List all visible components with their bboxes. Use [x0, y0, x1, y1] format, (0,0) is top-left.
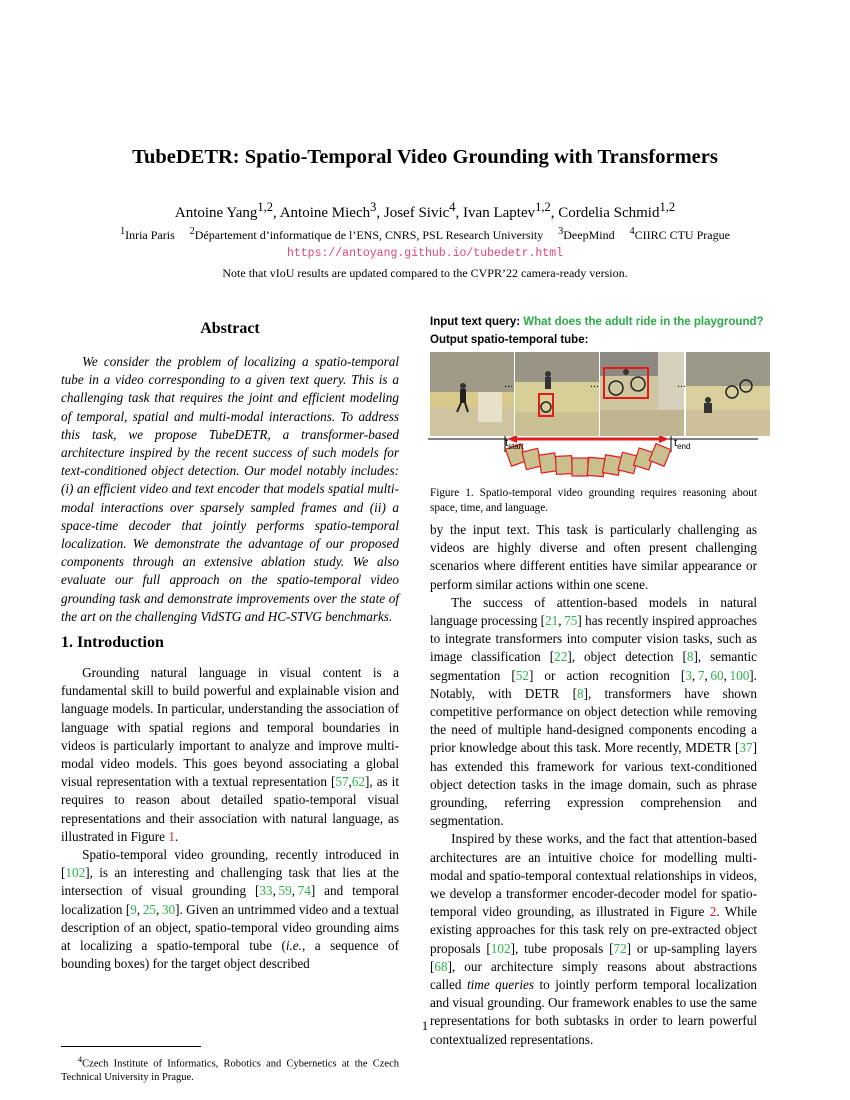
figure-output-label: Output spatio-temporal tube: [430, 334, 589, 346]
author: Ivan Laptev$^{1,2}$ [463, 200, 551, 221]
timeline-diagram [428, 436, 758, 484]
affiliations: $^1$Inria Paris $^2$Département d’informatique de l’ENS, CNRS, PSL Research University $^3$DeepMind $^4$CIIRC CTU Prague [120, 226, 730, 242]
page-number: 1 [421, 1018, 429, 1033]
citation-link[interactable]: 68 [434, 958, 448, 974]
citation-link[interactable]: 60 [710, 667, 724, 683]
video-frame-1 [430, 352, 514, 436]
paragraph: The success of attention-based models in natural language processing [21, 75] has recently inspired approaches to integrate transformers into computer vision tasks, such as image classification [22], object detection [8], semantic segmentation [52] or action recognition [3, 7, 60, 100]. Notably, with DETR [8], transformers have shown competitive performance on object detection while removing the need of multiple hand-designed components encoding a prior knowledge about this task. More recently, MDETR [37] has extended this framework for various text-conditioned object detection tasks in the image domain, such as phrase grounding, referring expression comprehension and segmentation. [430, 594, 757, 829]
author: Antoine Miech$^3$ [279, 200, 377, 221]
citation-link[interactable]: 100 [729, 667, 750, 683]
citation-link[interactable]: 8 [576, 685, 584, 701]
t-end-label: $t_{end}$ [674, 437, 691, 452]
citation-link[interactable]: 59 [278, 883, 292, 899]
introduction-right [430, 521, 757, 1049]
citation-link[interactable]: 22 [554, 649, 568, 665]
citation-link[interactable]: 52 [515, 667, 529, 683]
citation-link[interactable]: 8 [686, 649, 694, 665]
figure-ref-link[interactable]: 1 [168, 828, 175, 844]
author: Cordelia Schmid$^{1,2}$ [558, 200, 676, 221]
citation-link[interactable]: 72 [613, 940, 627, 956]
footnote-rule [61, 1046, 201, 1047]
t-start-label: $t_{start}$ [505, 437, 524, 452]
paragraph: Spatio-temporal video grounding, recently introduced in [102], is an interesting and challenging task that lies at the intersection of visual grounding [33, 59, 74] and temporal localization [9, 25, 30]. Given an untrimmed video and a textual description of an object, spatio-temporal video grounding aims at localizing a spatio-temporal tube (i.e., a sequence of bounding boxes) for the target object described [61, 847, 400, 972]
citation-link[interactable]: 102 [490, 940, 511, 956]
paragraph: Inspired by these works, and the fact that attention-based architectures are an intuitive choice for modelling multi-modal and spatio-temporal contextual relationships in videos, we develop a transformer encoder-decoder model for spatio-temporal video grounding, as illustrated in Figure 2. While existing approaches for this task rely on pre-extracted object proposals [102], tube proposals [72] or up-sampling layers [68], our architecture simply reasons about abstractions called time queries to jointly perform temporal localization and visual grounding. Our framework enables to use the same representations for both subtasks in order to learn powerful contextualized representations. [430, 831, 758, 1047]
figure-caption: Figure 1. Spatio-temporal video grounding requires reasoning about space, time, and language. [430, 487, 757, 514]
citation-link[interactable]: 3 [685, 667, 692, 683]
video-frame-4 [686, 352, 770, 436]
author: Josef Sivic$^4$ [383, 200, 456, 221]
citation-link[interactable]: 7 [697, 667, 705, 683]
introduction-heading: 1. Introduction [61, 634, 164, 651]
footnote: $^4$Czech Institute of Informatics, Robotics and Cybernetics at the Czech Technical University in Prague. [61, 1054, 399, 1083]
citation-link[interactable]: 25 [142, 901, 156, 917]
citation-link[interactable]: 102 [65, 865, 86, 881]
citation-link[interactable]: 30 [161, 901, 176, 917]
figure-ref-link[interactable]: 2 [709, 904, 717, 920]
video-frame-3 [600, 352, 687, 436]
citation-link[interactable]: 33 [259, 883, 273, 899]
citation-link[interactable]: 74 [297, 883, 311, 899]
paragraph: Grounding natural language in visual content is a fundamental skill to build powerful and explainable vision and language models. In particular, understanding the association of language with spatial regions and temporal boundaries in videos is particularly important to analyze and improve multi-modal video models. This goes beyond associating a global visual representation with a textual representation [57,62], as it requires to reason about detailed spatio-temporal visual representations and their association with natural language, as illustrated in Figure 1. [61, 665, 399, 844]
citation-link[interactable]: 62 [351, 774, 366, 790]
abstract-heading: Abstract [200, 320, 260, 337]
author-list: Antoine Yang$^{1,2}$, Antoine Miech$^3$, Josef Sivic$^4$, Ivan Laptev$^{1,2}$, Cordelia Schmid$^{1,2}$ [174, 200, 676, 221]
introduction-left [61, 664, 399, 973]
ellipsis: ... [590, 378, 600, 390]
author: Antoine Yang$^{1,2}$ [174, 200, 274, 221]
ellipsis: ... [677, 378, 687, 390]
citation-link[interactable]: 21 [545, 613, 559, 629]
update-note: Note that vIoU results are updated compared to the CVPR’22 camera-ready version. [222, 266, 628, 280]
citation-link[interactable]: 9 [130, 901, 137, 917]
abstract-body [61, 353, 399, 626]
paragraph: by the input text. This task is particularly challenging as videos are highly diverse and often present challenging scenarios where different entities have similar appearance or perform similar actions within one scene. [430, 522, 757, 592]
abstract-text: We consider the problem of localizing a spatio-temporal tube in a video corresponding to a given text query. This is a challenging task that requires the joint and efficient modeling of temporal, spatial and multi-modal interactions. To address this task, we propose TubeDETR, a transformer-based architecture inspired by the recent success of such models for text-conditioned object detection. Our model notably includes: (i) an efficient video and text encoder that models spatial multi-modal interactions over sparsely sampled frames and (ii) a space-time decoder that jointly performs spatio-temporal localization. We demonstrate the advantage of our proposed components through an extensive ablation study. We also evaluate our full approach on the spatio-temporal video grounding task and demonstrate improvements over the state of the art on the challenging VidSTG and HC-STVG benchmarks. [61, 354, 399, 624]
video-frame-2 [515, 352, 599, 436]
project-url-link[interactable]: https://antoyang.github.io/tubedetr.html [286, 247, 564, 260]
paper-title: TubeDETR: Spatio-Temporal Video Grounding with Transformers [132, 146, 718, 168]
citation-link[interactable]: 57 [335, 774, 349, 790]
ellipsis: ... [504, 378, 514, 390]
figure-query: Input text query: What does the adult ride in the playground? [430, 316, 764, 328]
citation-link[interactable]: 37 [739, 740, 753, 756]
citation-link[interactable]: 75 [564, 613, 578, 629]
